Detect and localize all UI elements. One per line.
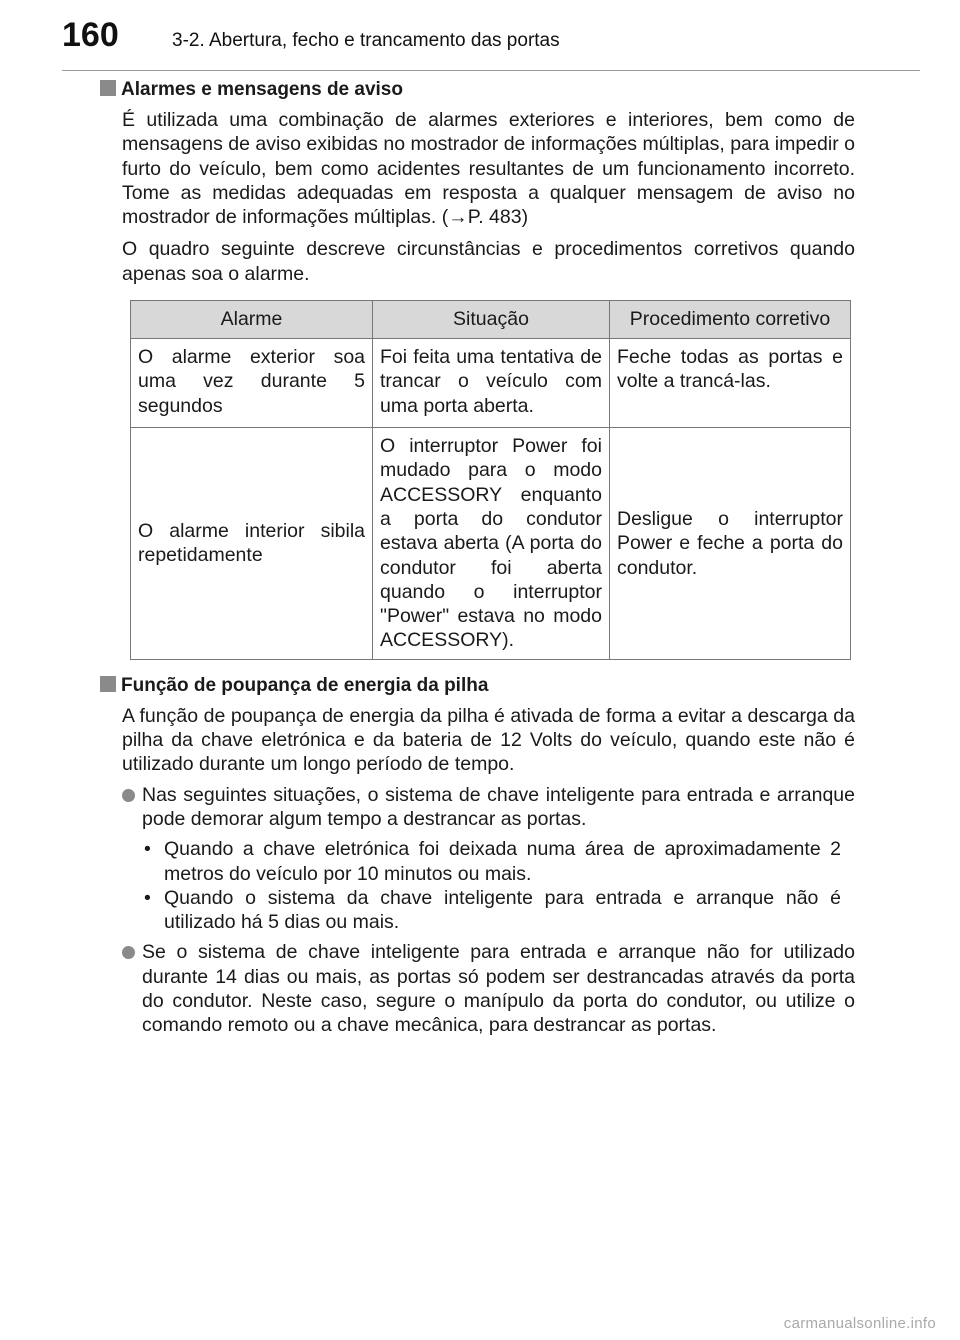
sub-bullet-mark: • bbox=[144, 838, 151, 861]
sub-bullet-text: Quando o sistema da chave inteligente para entrada e arranque não é utilizado há 5 dias ou mais. bbox=[164, 886, 841, 934]
cell-procedure: Feche todas as portas e volte a trancá-las. bbox=[609, 339, 850, 428]
cell-situation: Foi feita uma tentativa de trancar o veículo com uma porta aberta. bbox=[373, 339, 610, 428]
list-item bbox=[122, 783, 855, 832]
column-header-procedure: Procedimento corretivo bbox=[609, 301, 850, 339]
list-item bbox=[122, 940, 855, 1037]
battery-paragraph: A função de poupança de energia da pilha é ativada de forma a evitar a descarga da pilha da chave eletrónica e da bateria de 12 Volts do veículo, quando este não é utilizado durante um longo período de tempo. bbox=[122, 704, 855, 776]
cell-situation: O interruptor Power foi mudado para o modo ACCESSORY enquanto a porta do condutor estava aberta (A porta do condutor foi aberta quando o interruptor "Power" estava no modo ACCESSORY). bbox=[373, 428, 610, 660]
page-header bbox=[62, 16, 920, 71]
section-heading-alarms bbox=[100, 78, 855, 102]
alarms-paragraph-2: O quadro seguinte descreve circunstâncias e procedimentos corretivos quando apenas soa o alarme. bbox=[122, 238, 855, 285]
watermark: carmanualsonline.info bbox=[783, 1315, 936, 1332]
alarms-paragraph-1: É utilizada uma combinação de alarmes exteriores e interiores, bem como de mensagens de aviso exibidas no mostrador de informações múltiplas, para impedir o furto do veículo, bem como acidentes resultantes de um funcionamento incorreto. Tome as medidas adequadas em resposta a qualquer mensagem de aviso no mostrador de informações múltiplas. (→P. 483) bbox=[122, 109, 855, 229]
sub-list-item bbox=[142, 886, 855, 935]
column-header-situation: Situação bbox=[373, 301, 610, 339]
round-bullet-icon bbox=[122, 789, 135, 802]
alarm-table bbox=[130, 300, 851, 660]
chapter-title: 3-2. Abertura, fecho e trancamento das portas bbox=[172, 30, 560, 51]
cell-procedure: Desligue o interruptor Power e feche a porta do condutor. bbox=[609, 428, 850, 660]
bullet-text: Nas seguintes situações, o sistema de chave inteligente para entrada e arranque pode demorar algum tempo a destrancar as portas. bbox=[142, 783, 855, 830]
section-heading-battery bbox=[100, 674, 855, 698]
square-bullet-icon bbox=[100, 80, 116, 96]
table-header-row bbox=[131, 301, 851, 339]
page-content bbox=[100, 76, 855, 1038]
round-bullet-icon bbox=[122, 946, 135, 959]
bullet-text: Se o sistema de chave inteligente para entrada e arranque não for utilizado durante 14 dias ou mais, as portas só podem ser destrancadas através da porta do condutor. Neste caso, segure o manípulo da porta do condutor, ou utilize o comando remoto ou a chave mecânica, para destrancar as portas. bbox=[142, 941, 855, 1037]
sub-list-item bbox=[142, 837, 855, 886]
column-header-alarm: Alarme bbox=[131, 301, 373, 339]
sub-bullet-text: Quando a chave eletrónica foi deixada numa área de aproximadamente 2 metros do veículo por 10 minutos ou mais. bbox=[164, 838, 841, 885]
sub-bullet-mark: • bbox=[144, 886, 151, 909]
section-heading-text: Função de poupança de energia da pilha bbox=[121, 674, 489, 696]
table-row bbox=[131, 428, 851, 660]
cell-alarm: O alarme interior sibila repetidamente bbox=[131, 428, 373, 660]
square-bullet-icon bbox=[100, 676, 116, 692]
table-row bbox=[131, 339, 851, 428]
cell-alarm: O alarme exterior soa uma vez durante 5 segundos bbox=[131, 339, 373, 428]
page-number: 160 bbox=[62, 16, 119, 54]
section-heading-text: Alarmes e mensagens de aviso bbox=[121, 79, 403, 100]
